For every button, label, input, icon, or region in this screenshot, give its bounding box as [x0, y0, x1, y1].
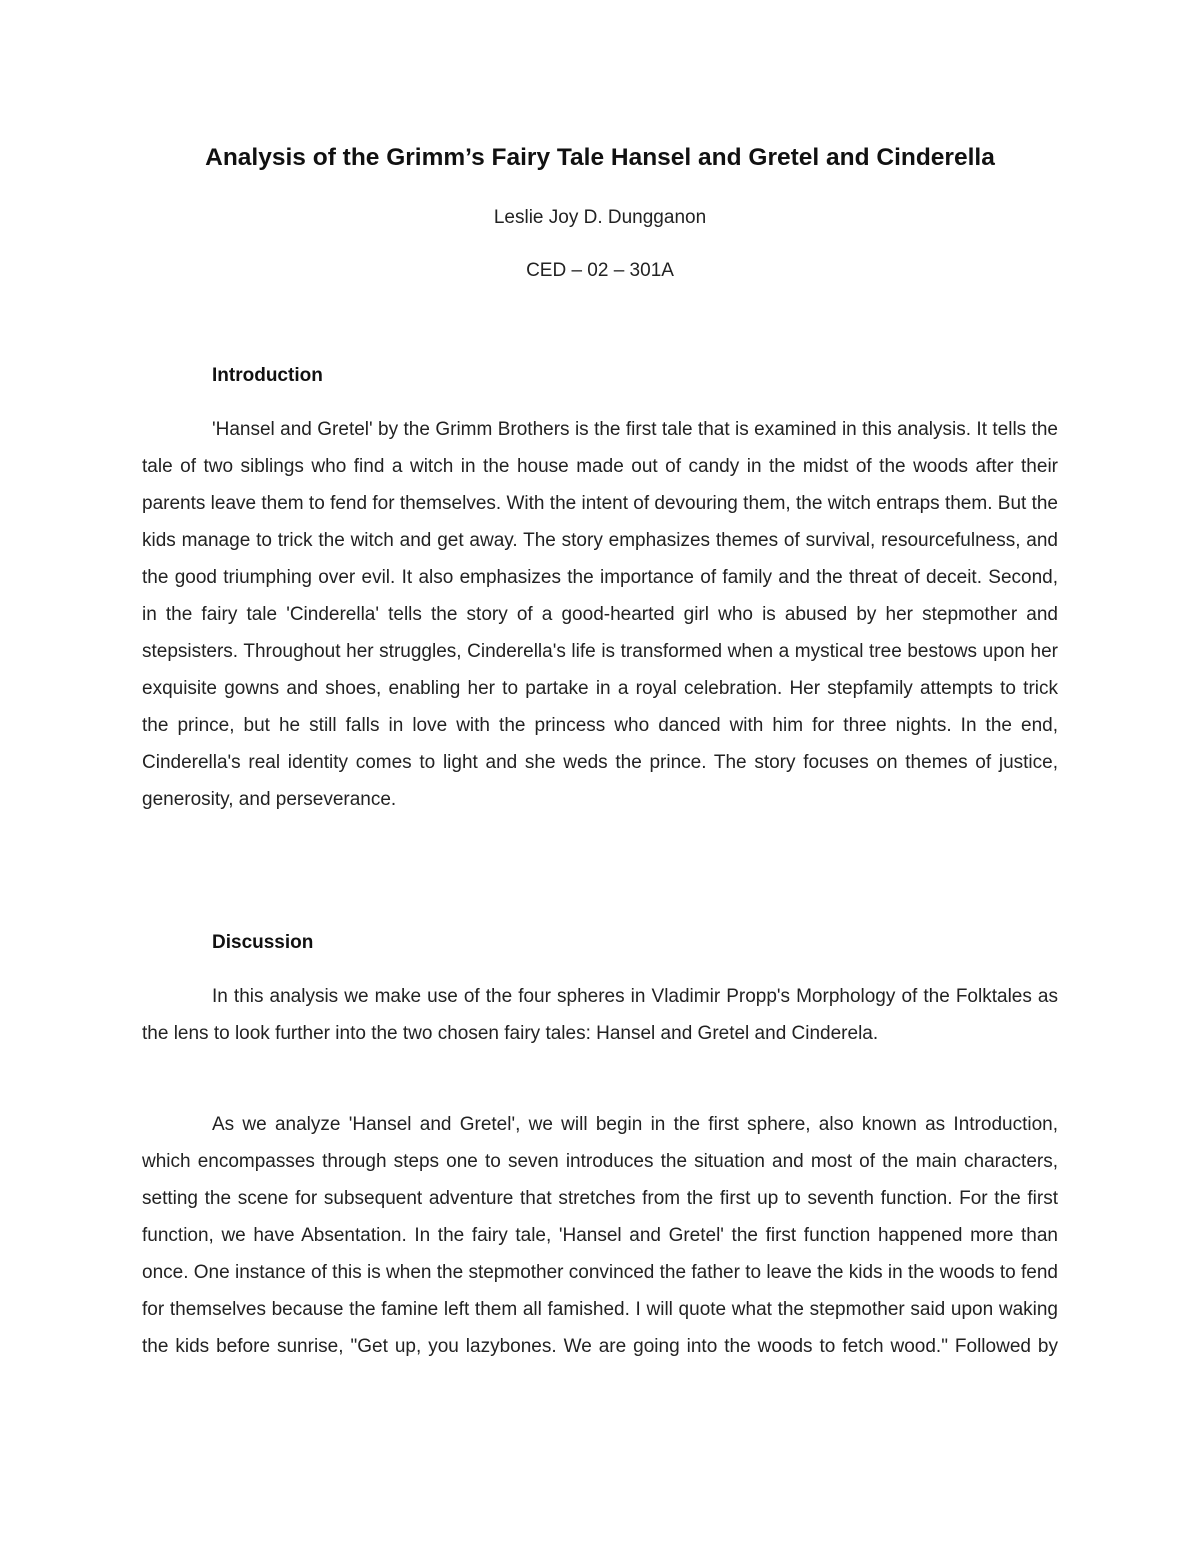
- document-title: Analysis of the Grimm’s Fairy Tale Hansel and Gretel and Cinderella: [205, 144, 995, 171]
- discussion-paragraph-2: As we analyze 'Hansel and Gretel', we will begin in the first sphere, also known as Introduction, which encompasses through steps one to seven introduces the situation and most of the main characters, setting the scene for subsequent adventure that stretches from the first up to seventh function. For the first function, we have Absentation. In the fairy tale, 'Hansel and Gretel' the first function happened more than once. One instance of this is when the stepmother convinced the father to leave the kids in the woods to fend for themselves because the famine left them all famished. I will quote what the stepmother said upon waking the kids before sunrise, "Get up, you lazybones. We are going into the woods to fetch wood." Followed by: [142, 1114, 1058, 1357]
- discussion-paragraph-1: In this analysis we make use of the four spheres in Vladimir Propp's Morphology of the Folktales as the lens to look further into the two chosen fairy tales: Hansel and Gretel and Cinderela.: [142, 986, 1058, 1044]
- course-code: CED – 02 – 301A: [526, 260, 674, 281]
- author-name: Leslie Joy D. Dungganon: [493, 207, 707, 228]
- discussion-heading: Discussion: [212, 932, 314, 953]
- introduction-heading: Introduction: [212, 365, 323, 386]
- introduction-paragraph: 'Hansel and Gretel' by the Grimm Brothers is the first tale that is examined in this analysis. It tells the tale of two siblings who find a witch in the house made out of candy in the midst of the woods after their parents leave them to fend for themselves. With the intent of devouring them, the witch entraps them. But the kids manage to trick the witch and get away. The story emphasizes themes of survival, resourcefulness, and the good triumphing over evil. It also emphasizes the importance of family and the threat of deceit. Second, in the fairy tale 'Cinderella' tells the story of a good-hearted girl who is abused by her stepmother and stepsisters. Throughout her struggles, Cinderella's life is transformed when a mystical tree bestows upon her exquisite gowns and shoes, enabling her to partake in a royal celebration. Her stepfamily attempts to trick the prince, but he still falls in love with the princess who danced with him for three nights. In the end, Cinderella's real identity comes to light and she weds the prince. The story focuses on themes of justice, generosity, and perseverance.: [142, 419, 1058, 810]
